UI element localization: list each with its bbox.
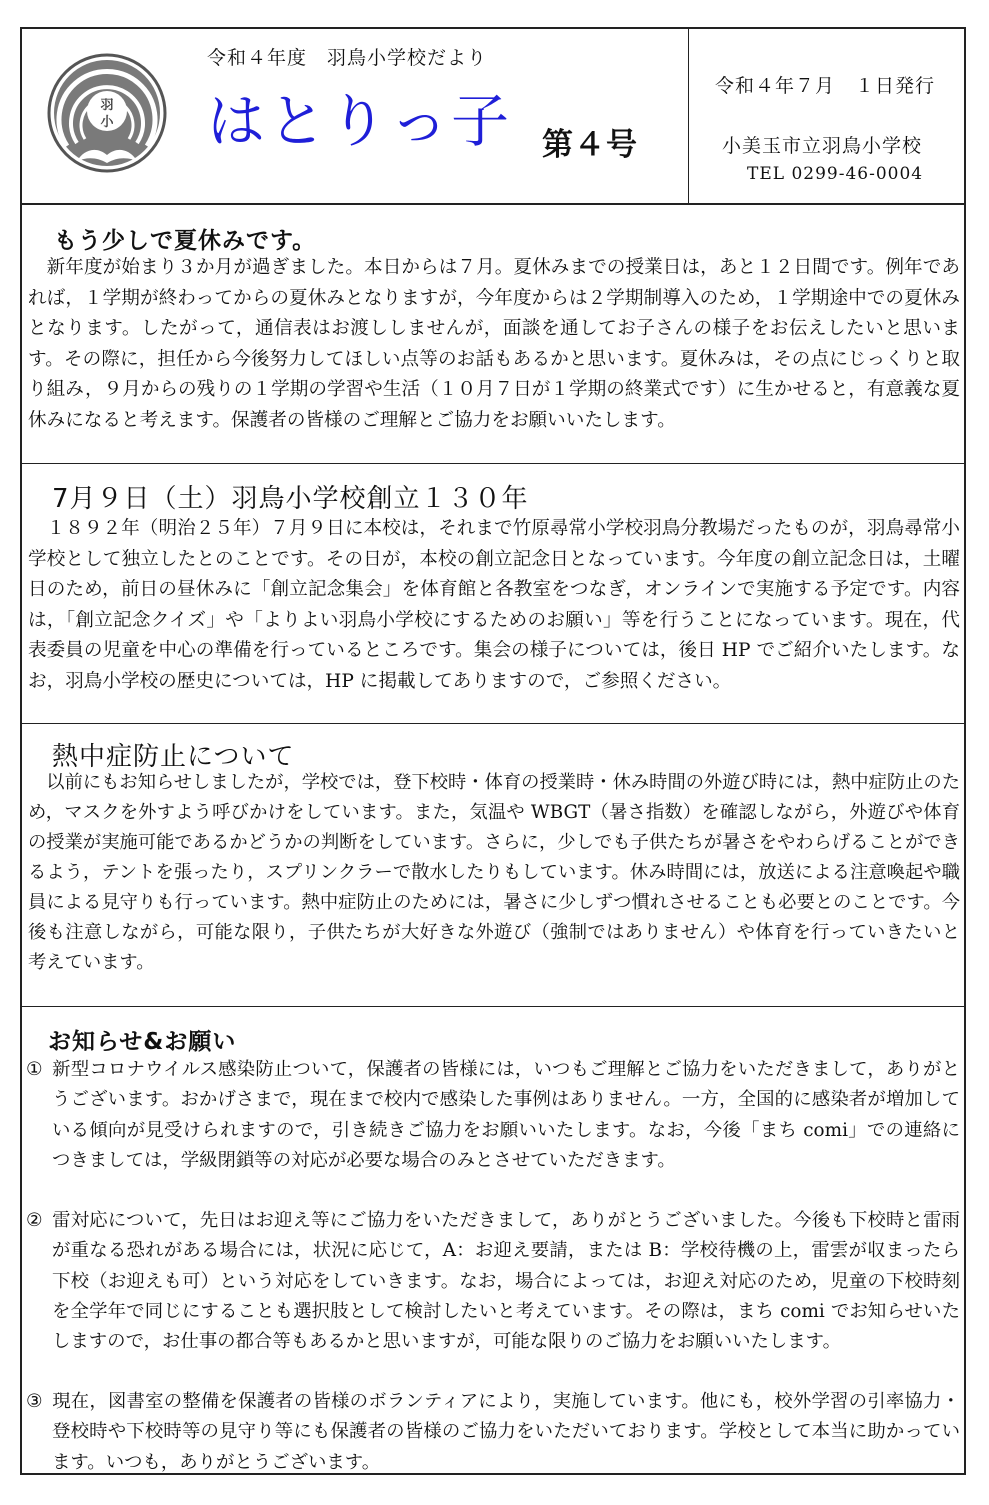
notice-item — [26, 1206, 960, 1357]
section-heading: 熱中症防止について — [52, 742, 295, 772]
section-heading: もう少しで夏休みです。 — [54, 228, 317, 254]
notice-number: ③ — [26, 1391, 43, 1412]
section-heatstroke — [22, 724, 964, 1007]
notice-text: 新型コロナウイルス感染防止ついて，保護者の皆様には，いつもご理解とご協力をいただきまして，ありがとうございます。おかげさまで，現在まで校内で感染した事例はありません。一方，全国的に感染者が増加している傾向が見受けられますので，引き続きご協力をお願いいたします。なお，今後「まち comi」での連絡につきましては，学級閉鎖等の対応が必要な場合のみとさせていただきます。 — [52, 1059, 960, 1171]
emblem-text-top: 羽 — [100, 98, 114, 113]
emblem-text-bottom: 小 — [100, 115, 114, 130]
issue-number: 第４号 — [542, 127, 638, 163]
notice-text: 雷対応について，先日はお迎え等にご協力をいただきまして，ありがとうございました。今後も下校時と雷雨が重なる恐れがある場合には，状況に応じて，A：お迎え要請，または B：学校待機の上，雷雲が収まったら下校（お迎えも可）という対応をしていきます。なお，場合によっては，お迎え対応のため，児童の下校時刻を全学年で同じにすることも選択肢として検討したいと考えています。その際は，まち comi でお知らせいたしますので，お仕事の都合等もあるかと思いますが，可能な限りのご協力をお願いいたします。 — [52, 1210, 960, 1353]
section-summer-break — [22, 203, 964, 464]
section-body: 新年度が始まり３か月が過ぎました。本日からは７月。夏休みまでの授業日は，あと１２日間です。例年であれば，１学期が終わってからの夏休みとなりますが，今年度からは２学期制導入のため，１学期途中での夏休みとなります。したがって，通信表はお渡ししませんが，面談を通してお子さんの様子をお伝えしたいと思います。その際に，担任から今後努力してほしい点等のお話もあるかと思います。夏休みは，その点にじっくりと取り組み，９月からの残りの１学期の学習や生活（１０月７日が１学期の終業式です）に生かせると，有意義な夏休みになると考えます。保護者の皆様のご理解とご協力をお願いいたします。 — [28, 257, 960, 431]
section-heading: お知らせ&お願い — [48, 1029, 237, 1055]
school-emblem-icon — [47, 51, 167, 175]
school-name: 小美玉市立羽鳥小学校 — [722, 135, 923, 157]
newsletter-title: はとりっ子 — [207, 87, 513, 155]
notice-number: ② — [26, 1210, 43, 1231]
header-divider — [688, 29, 689, 203]
section-notices — [22, 1007, 964, 1473]
section-body: 以前にもお知らせしましたが，学校では，登下校時・体育の授業時・休み時間の外遊び時には，熱中症防止のため，マスクを外すよう呼びかけをしています。また，気温や WBGT（暑さ指数）を確認しながら，外遊びや体育の授業が実施可能であるかどうかの判断をしています。さらに，少しでも子供たちが暑さをやわらげることができるよう，テントを張ったり，スプリンクラーで散水したりもしています。休み時間には，放送による注意喚起や職員による見守りも行っています。熱中症防止のためには，暑さに少しずつ慣れさせることも必要とのことです。今後も注意しながら，可能な限り，子供たちが大好きな外遊び（強制ではありません）や体育を行っていきたいと考えています。 — [28, 772, 960, 973]
section-body: １８９２年（明治２５年）７月９日に本校は，それまで竹原尋常小学校羽鳥分教場だったものが，羽鳥尋常小学校として独立したとのことです。その日が，本校の創立記念日となっています。今年度の創立記念日は，土曜日のため，前日の昼休みに「創立記念集会」を体育館と各教室をつなぎ，オンラインで実施する予定です。内容は，「創立記念クイズ」や「よりよい羽鳥小学校にするためのお願い」等を行うことになっています。現在，代表委員の児童を中心の準備を行っているところです。集会の様子については，後日 HP でご紹介いたします。なお，羽鳥小学校の歴史については，HP に掲載してありますので，ご参照ください。 — [28, 518, 960, 692]
masthead — [22, 29, 964, 205]
publication-date: 令和４年７月 １日発行 — [715, 75, 936, 97]
section-heading: 7月９日（土）羽鳥小学校創立１３０年 — [52, 484, 529, 514]
notice-item — [26, 1055, 960, 1176]
notice-text: 現在，図書室の整備を保護者の皆様のボランティアにより，実施しています。他にも，校外学習の引率協力・登校時や下校時等の見守り等にも保護者の皆様のご協力をいただいております。学校として本当に助かっています。いつも，ありがとうございます。 — [52, 1391, 960, 1473]
school-tel: TEL 0299-46-0004 — [747, 164, 924, 184]
newsletter-series: 令和４年度 羽鳥小学校だより — [207, 47, 488, 69]
notice-number: ① — [26, 1059, 43, 1080]
notice-item — [26, 1387, 960, 1478]
newsletter-frame — [20, 27, 966, 1475]
section-anniversary — [22, 464, 964, 724]
